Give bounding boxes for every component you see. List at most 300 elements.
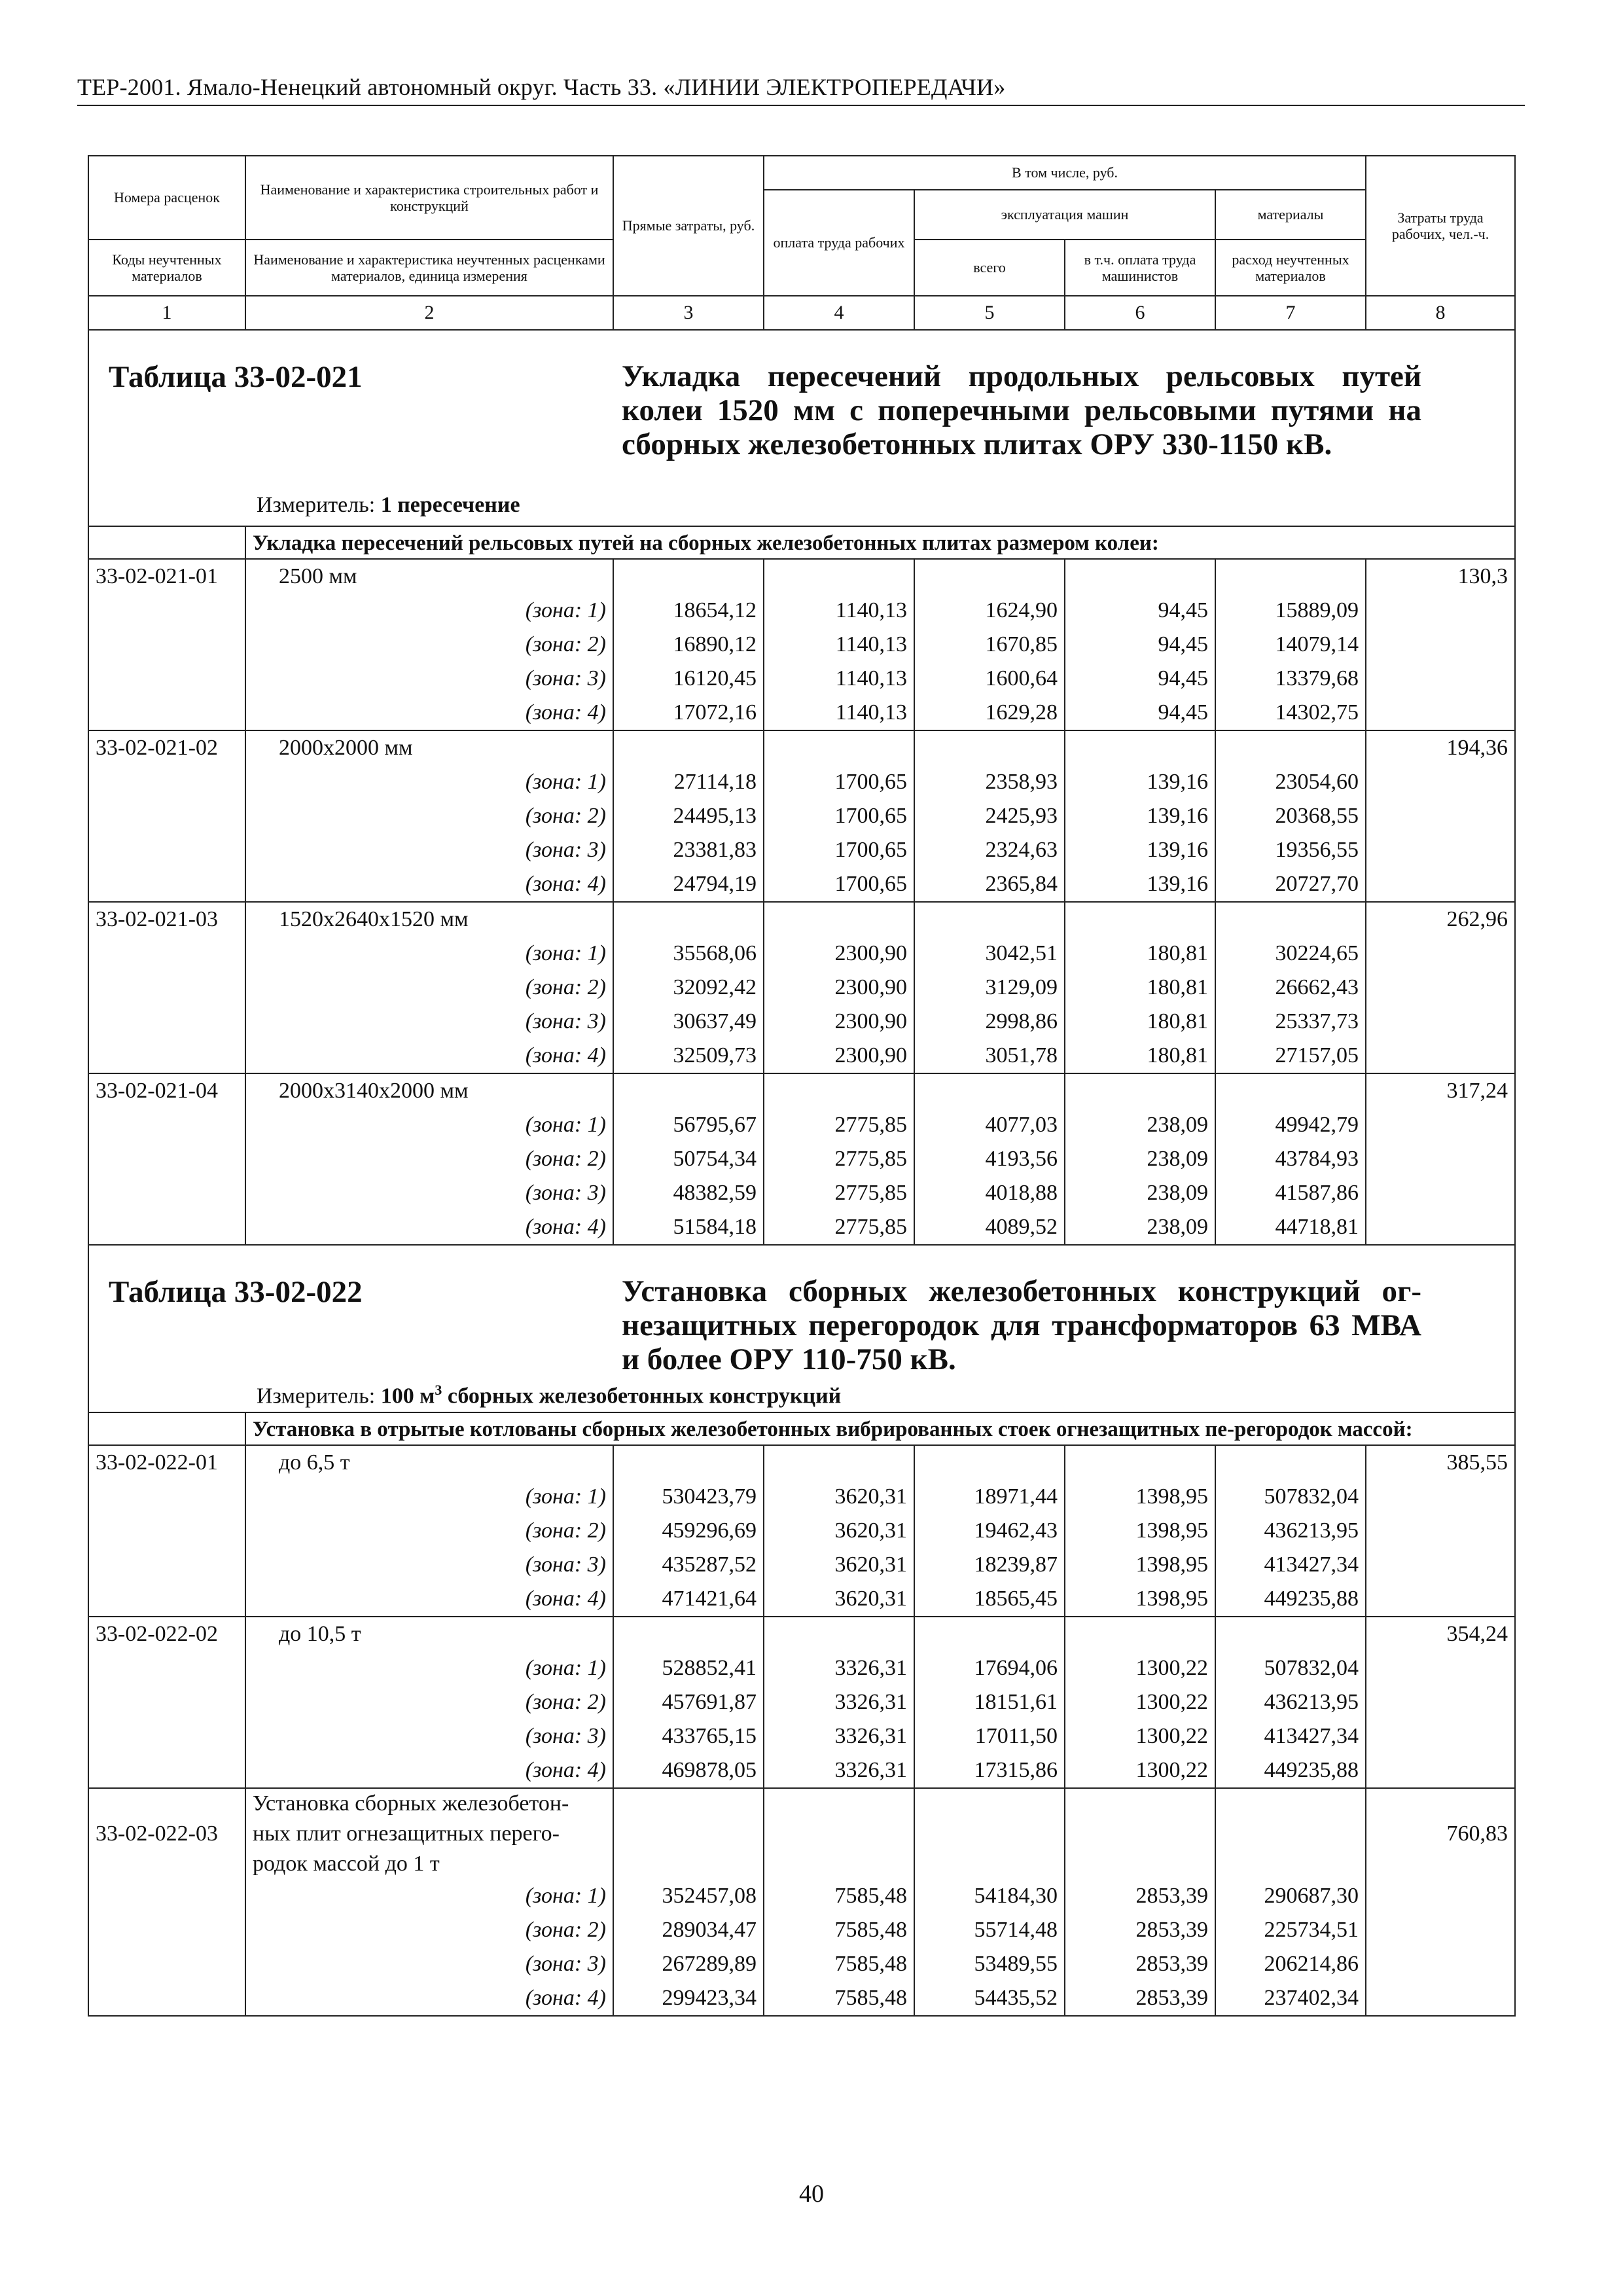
empty-cell (88, 833, 245, 867)
empty-cell (88, 1005, 245, 1039)
empty-cell (88, 594, 245, 628)
empty-cell (613, 1445, 764, 1480)
materials-cost: 507832,04 (1215, 1651, 1366, 1685)
machine-total: 17694,06 (914, 1651, 1065, 1685)
empty-cell (764, 1073, 914, 1108)
empty-cell (88, 1108, 245, 1142)
zone-label: (зона: 4) (245, 696, 613, 730)
empty-cell (88, 1685, 245, 1719)
rate-code: 33-02-021-02 (88, 730, 245, 765)
worker-pay: 1140,13 (764, 662, 914, 696)
direct-cost: 457691,87 (613, 1685, 764, 1719)
materials-cost: 44718,81 (1215, 1210, 1366, 1245)
direct-cost: 24794,19 (613, 867, 764, 902)
materials-cost: 225734,51 (1215, 1913, 1366, 1947)
rate-code: 33-02-021-01 (88, 559, 245, 594)
materials-cost: 507832,04 (1215, 1480, 1366, 1514)
empty-cell (1366, 1582, 1515, 1617)
machine-total: 1670,85 (914, 628, 1065, 662)
worker-pay: 2300,90 (764, 971, 914, 1005)
rate-code: 33-02-021-04 (88, 1073, 245, 1108)
empty-cell (88, 1981, 245, 2016)
table-section (88, 1245, 1515, 1412)
empty-cell (1065, 559, 1215, 594)
materials-cost: 449235,88 (1215, 1753, 1366, 1788)
materials-cost: 30224,65 (1215, 937, 1366, 971)
item-name: 2500 мм (245, 559, 613, 594)
empty-cell (1366, 1514, 1515, 1548)
empty-cell (764, 1617, 914, 1651)
empty-cell (1366, 1719, 1515, 1753)
empty-cell (914, 730, 1065, 765)
materials-cost: 13379,68 (1215, 662, 1366, 696)
worker-pay: 7585,48 (764, 1981, 914, 2016)
empty-cell (88, 1753, 245, 1788)
worker-pay: 2300,90 (764, 937, 914, 971)
empty-cell (1215, 730, 1366, 765)
zone-label: (зона: 1) (245, 1480, 613, 1514)
operator-pay: 139,16 (1065, 799, 1215, 833)
machine-total: 19462,43 (914, 1514, 1065, 1548)
machine-total: 18565,45 (914, 1582, 1065, 1617)
zone-label: (зона: 4) (245, 1039, 613, 1073)
empty-cell (88, 799, 245, 833)
machine-total: 2425,93 (914, 799, 1065, 833)
machine-total: 4193,56 (914, 1142, 1065, 1176)
col-number: 7 (1215, 296, 1366, 330)
worker-pay: 3326,31 (764, 1651, 914, 1685)
zone-label: (зона: 2) (245, 628, 613, 662)
machine-total: 2324,63 (914, 833, 1065, 867)
empty-cell (88, 1210, 245, 1245)
table-subheader: Укладка пересечений рельсовых путей на сборных железобетонных плитах размером колеи: (245, 526, 1515, 559)
empty-cell (914, 559, 1065, 594)
machine-total: 53489,55 (914, 1947, 1065, 1981)
meter-rest: сборных железобетонных конструкций (442, 1384, 842, 1408)
empty-cell (1366, 662, 1515, 696)
table-section (88, 330, 1515, 526)
worker-pay: 1700,65 (764, 799, 914, 833)
operator-pay: 139,16 (1065, 867, 1215, 902)
empty-cell (764, 559, 914, 594)
empty-cell (88, 1651, 245, 1685)
table-title: Укладка пересечений продольных рельсовых путей колеи 1520 мм с поперечными рельсовыми путями на сборных железобетонных плитах ОРУ 330-1150 кВ. (622, 359, 1421, 461)
operator-pay: 1398,95 (1065, 1480, 1215, 1514)
worker-pay: 2775,85 (764, 1176, 914, 1210)
col-material-name: Наименование и характеристика неучтенных расценками материалов, единица измерения (245, 240, 613, 296)
machine-total: 4089,52 (914, 1210, 1065, 1245)
table-number: Таблица 33-02-022 (109, 1275, 363, 1309)
operator-pay: 1300,22 (1065, 1753, 1215, 1788)
meter-superscript: 3 (435, 1382, 442, 1398)
empty-cell (613, 1617, 764, 1651)
col-number: 3 (613, 296, 764, 330)
empty-cell (1215, 559, 1366, 594)
empty-cell (1366, 1176, 1515, 1210)
direct-cost: 435287,52 (613, 1548, 764, 1582)
machine-total: 2358,93 (914, 765, 1065, 799)
zone-label: (зона: 3) (245, 1176, 613, 1210)
zone-label: (зона: 2) (245, 1685, 613, 1719)
direct-cost: 528852,41 (613, 1651, 764, 1685)
worker-pay: 3620,31 (764, 1548, 914, 1582)
col-number: 5 (914, 296, 1065, 330)
header-rule (77, 105, 1525, 106)
zone-label: (зона: 2) (245, 1913, 613, 1947)
empty-cell (1366, 594, 1515, 628)
direct-cost: 23381,83 (613, 833, 764, 867)
direct-cost: 352457,08 (613, 1879, 764, 1913)
empty-cell (88, 1142, 245, 1176)
direct-cost: 56795,67 (613, 1108, 764, 1142)
empty-cell (1065, 1073, 1215, 1108)
worker-pay: 2775,85 (764, 1142, 914, 1176)
labor-value: 130,3 (1366, 559, 1515, 594)
machine-total: 3042,51 (914, 937, 1065, 971)
materials-cost: 25337,73 (1215, 1005, 1366, 1039)
operator-pay: 238,09 (1065, 1176, 1215, 1210)
empty-cell (88, 1480, 245, 1514)
rates-grid (88, 155, 1514, 2043)
zone-label: (зона: 4) (245, 1210, 613, 1245)
empty-cell (914, 1445, 1065, 1480)
direct-cost: 530423,79 (613, 1480, 764, 1514)
rate-code: 33-02-022-01 (88, 1445, 245, 1480)
measurement-unit (257, 1382, 841, 1408)
operator-pay: 1300,22 (1065, 1685, 1215, 1719)
empty-cell (1366, 1108, 1515, 1142)
empty-cell (88, 1039, 245, 1073)
operator-pay: 1398,95 (1065, 1548, 1215, 1582)
labor-value: 385,55 (1366, 1445, 1515, 1480)
zone-label: (зона: 1) (245, 594, 613, 628)
empty-cell (1366, 1879, 1515, 1913)
operator-pay: 94,45 (1065, 696, 1215, 730)
machine-total: 3129,09 (914, 971, 1065, 1005)
table-section-head (89, 331, 1514, 526)
zone-label: (зона: 3) (245, 1548, 613, 1582)
table-section-head (89, 1246, 1514, 1412)
col-worker-pay: оплата труда рабочих (764, 190, 914, 296)
worker-pay: 1700,65 (764, 833, 914, 867)
empty-cell (764, 730, 914, 765)
operator-pay: 238,09 (1065, 1142, 1215, 1176)
direct-cost: 471421,64 (613, 1582, 764, 1617)
materials-cost: 43784,93 (1215, 1142, 1366, 1176)
empty-cell (1366, 628, 1515, 662)
empty-cell (613, 559, 764, 594)
direct-cost: 459296,69 (613, 1514, 764, 1548)
col-material-codes: Коды неучтенных материалов (88, 240, 245, 296)
empty-cell (764, 1788, 914, 1879)
zone-label: (зона: 3) (245, 1719, 613, 1753)
worker-pay: 7585,48 (764, 1913, 914, 1947)
rate-code: 33-02-022-03 (88, 1788, 245, 1879)
empty-cell (88, 1913, 245, 1947)
item-name: 2000х2000 мм (245, 730, 613, 765)
operator-pay: 2853,39 (1065, 1913, 1215, 1947)
empty-cell (88, 662, 245, 696)
meter-label: Измеритель: (257, 1384, 376, 1408)
col-number: 8 (1366, 296, 1515, 330)
subheader-spacer (88, 1412, 245, 1445)
operator-pay: 180,81 (1065, 1005, 1215, 1039)
empty-cell (1366, 1548, 1515, 1582)
empty-cell (1366, 1142, 1515, 1176)
materials-cost: 237402,34 (1215, 1981, 1366, 2016)
empty-cell (1366, 1753, 1515, 1788)
materials-cost: 413427,34 (1215, 1548, 1366, 1582)
direct-cost: 299423,34 (613, 1981, 764, 2016)
worker-pay: 2300,90 (764, 1005, 914, 1039)
zone-label: (зона: 2) (245, 1514, 613, 1548)
item-name: до 6,5 т (245, 1445, 613, 1480)
col-total: всего (914, 240, 1065, 296)
materials-cost: 19356,55 (1215, 833, 1366, 867)
empty-cell (1065, 1617, 1215, 1651)
worker-pay: 3326,31 (764, 1685, 914, 1719)
rate-code: 33-02-022-02 (88, 1617, 245, 1651)
operator-pay: 238,09 (1065, 1210, 1215, 1245)
materials-cost: 206214,86 (1215, 1947, 1366, 1981)
item-name (245, 1788, 613, 1879)
empty-cell (88, 1514, 245, 1548)
table-title: Установка сборных железобетонных конструкций ог-незащитных перегородок для трансформаторов 63 МВА и более ОРУ 110-750 кВ. (622, 1274, 1421, 1376)
empty-cell (1366, 1005, 1515, 1039)
empty-cell (1366, 867, 1515, 902)
table-number: Таблица 33-02-021 (109, 360, 363, 394)
empty-cell (1215, 1073, 1366, 1108)
worker-pay: 3620,31 (764, 1582, 914, 1617)
operator-pay: 1300,22 (1065, 1651, 1215, 1685)
worker-pay: 1140,13 (764, 594, 914, 628)
empty-cell (1215, 1617, 1366, 1651)
worker-pay: 3620,31 (764, 1514, 914, 1548)
machine-total: 17315,86 (914, 1753, 1065, 1788)
operator-pay: 2853,39 (1065, 1879, 1215, 1913)
empty-cell (1366, 1947, 1515, 1981)
operator-pay: 94,45 (1065, 628, 1215, 662)
labor-value: 760,83 (1366, 1788, 1515, 1879)
empty-cell (88, 765, 245, 799)
machine-total: 18239,87 (914, 1548, 1065, 1582)
empty-cell (1366, 971, 1515, 1005)
meter-value: 1 пересечение (380, 493, 520, 517)
col-number: 6 (1065, 296, 1215, 330)
machine-total: 4018,88 (914, 1176, 1065, 1210)
empty-cell (914, 1617, 1065, 1651)
machine-total: 4077,03 (914, 1108, 1065, 1142)
empty-cell (88, 937, 245, 971)
col-materials: материалы (1215, 190, 1366, 240)
operator-pay: 238,09 (1065, 1108, 1215, 1142)
machine-total: 1600,64 (914, 662, 1065, 696)
empty-cell (613, 902, 764, 937)
worker-pay: 2300,90 (764, 1039, 914, 1073)
meter-label: Измеритель: (257, 493, 376, 517)
empty-cell (88, 1719, 245, 1753)
zone-label: (зона: 4) (245, 1582, 613, 1617)
worker-pay: 2775,85 (764, 1108, 914, 1142)
empty-cell (88, 1548, 245, 1582)
direct-cost: 267289,89 (613, 1947, 764, 1981)
measurement-unit (257, 493, 520, 518)
zone-label: (зона: 4) (245, 1753, 613, 1788)
operator-pay: 139,16 (1065, 833, 1215, 867)
item-name: до 10,5 т (245, 1617, 613, 1651)
empty-cell (88, 1947, 245, 1981)
materials-cost: 27157,05 (1215, 1039, 1366, 1073)
direct-cost: 27114,18 (613, 765, 764, 799)
empty-cell (1366, 1651, 1515, 1685)
machine-total: 17011,50 (914, 1719, 1065, 1753)
col-number: 4 (764, 296, 914, 330)
machine-total: 54435,52 (914, 1981, 1065, 2016)
labor-value: 354,24 (1366, 1617, 1515, 1651)
empty-cell (1065, 730, 1215, 765)
direct-cost: 16890,12 (613, 628, 764, 662)
empty-cell (914, 1788, 1065, 1879)
col-in-total: В том числе, руб. (764, 156, 1366, 190)
worker-pay: 7585,48 (764, 1947, 914, 1981)
empty-cell (1065, 1445, 1215, 1480)
direct-cost: 48382,59 (613, 1176, 764, 1210)
materials-cost: 41587,86 (1215, 1176, 1366, 1210)
subheader-spacer (88, 526, 245, 559)
empty-cell (1366, 833, 1515, 867)
worker-pay: 2775,85 (764, 1210, 914, 1245)
operator-pay: 1300,22 (1065, 1719, 1215, 1753)
machine-total: 2365,84 (914, 867, 1065, 902)
machine-total: 54184,30 (914, 1879, 1065, 1913)
zone-label: (зона: 2) (245, 971, 613, 1005)
zone-label: (зона: 2) (245, 799, 613, 833)
machine-total: 18971,44 (914, 1480, 1065, 1514)
materials-cost: 20368,55 (1215, 799, 1366, 833)
machine-total: 18151,61 (914, 1685, 1065, 1719)
empty-cell (1065, 902, 1215, 937)
operator-pay: 1398,95 (1065, 1582, 1215, 1617)
direct-cost: 289034,47 (613, 1913, 764, 1947)
materials-cost: 14079,14 (1215, 628, 1366, 662)
empty-cell (1366, 1210, 1515, 1245)
materials-cost: 49942,79 (1215, 1108, 1366, 1142)
direct-cost: 16120,45 (613, 662, 764, 696)
operator-pay: 2853,39 (1065, 1981, 1215, 2016)
materials-cost: 436213,95 (1215, 1685, 1366, 1719)
empty-cell (613, 1788, 764, 1879)
empty-cell (88, 696, 245, 730)
zone-label: (зона: 3) (245, 1947, 613, 1981)
empty-cell (613, 1073, 764, 1108)
page-number: 40 (799, 2180, 824, 2208)
empty-cell (88, 867, 245, 902)
materials-cost: 14302,75 (1215, 696, 1366, 730)
zone-label: (зона: 3) (245, 833, 613, 867)
col-number: 2 (245, 296, 613, 330)
empty-cell (1366, 1480, 1515, 1514)
table-subheader: Установка в отрытые котлованы сборных железобетонных вибрированных стоек огнезащитных пе-регородок массой: (245, 1412, 1515, 1445)
empty-cell (1366, 1913, 1515, 1947)
empty-cell (1366, 799, 1515, 833)
col-operator-pay: в т.ч. оплата труда машинистов (1065, 240, 1215, 296)
machine-total: 1629,28 (914, 696, 1065, 730)
operator-pay: 94,45 (1065, 662, 1215, 696)
labor-value: 317,24 (1366, 1073, 1515, 1108)
empty-cell (1215, 902, 1366, 937)
worker-pay: 3326,31 (764, 1753, 914, 1788)
rate-code: 33-02-021-03 (88, 902, 245, 937)
empty-cell (88, 1176, 245, 1210)
direct-cost: 50754,34 (613, 1142, 764, 1176)
worker-pay: 1700,65 (764, 765, 914, 799)
empty-cell (764, 902, 914, 937)
operator-pay: 180,81 (1065, 937, 1215, 971)
worker-pay: 7585,48 (764, 1879, 914, 1913)
empty-cell (914, 1073, 1065, 1108)
zone-label: (зона: 1) (245, 1879, 613, 1913)
operator-pay: 2853,39 (1065, 1947, 1215, 1981)
item-name: 2000х3140х2000 мм (245, 1073, 613, 1108)
worker-pay: 3326,31 (764, 1719, 914, 1753)
empty-cell (1366, 1981, 1515, 2016)
materials-cost: 15889,09 (1215, 594, 1366, 628)
col-machine-ops: эксплуатация машин (914, 190, 1215, 240)
labor-value: 194,36 (1366, 730, 1515, 765)
empty-cell (1366, 1685, 1515, 1719)
empty-cell (764, 1445, 914, 1480)
operator-pay: 180,81 (1065, 971, 1215, 1005)
empty-cell (88, 628, 245, 662)
direct-cost: 469878,05 (613, 1753, 764, 1788)
item-name: 1520х2640х1520 мм (245, 902, 613, 937)
empty-cell (88, 1582, 245, 1617)
direct-cost: 30637,49 (613, 1005, 764, 1039)
zone-label: (зона: 1) (245, 1108, 613, 1142)
col-work-name: Наименование и характеристика строительных работ и конструкций (245, 156, 613, 240)
item-name-line: ных плит огнезащитных перего- (253, 1821, 560, 1846)
col-direct-costs: Прямые затраты, руб. (613, 156, 764, 296)
direct-cost: 24495,13 (613, 799, 764, 833)
empty-cell (1366, 1039, 1515, 1073)
zone-label: (зона: 1) (245, 937, 613, 971)
materials-cost: 26662,43 (1215, 971, 1366, 1005)
col-number: 1 (88, 296, 245, 330)
zone-label: (зона: 4) (245, 1981, 613, 2016)
direct-cost: 17072,16 (613, 696, 764, 730)
materials-cost: 436213,95 (1215, 1514, 1366, 1548)
item-name-line: Установка сборных железобетон- (253, 1791, 569, 1816)
direct-cost: 51584,18 (613, 1210, 764, 1245)
machine-total: 1624,90 (914, 594, 1065, 628)
zone-label: (зона: 3) (245, 1005, 613, 1039)
materials-cost: 23054,60 (1215, 765, 1366, 799)
direct-cost: 35568,06 (613, 937, 764, 971)
worker-pay: 1140,13 (764, 696, 914, 730)
machine-total: 2998,86 (914, 1005, 1065, 1039)
materials-cost: 290687,30 (1215, 1879, 1366, 1913)
meter-value: 100 м (380, 1384, 435, 1408)
empty-cell (1215, 1788, 1366, 1879)
zone-label: (зона: 3) (245, 662, 613, 696)
empty-cell (88, 1879, 245, 1913)
empty-cell (1366, 765, 1515, 799)
materials-cost: 449235,88 (1215, 1582, 1366, 1617)
zone-label: (зона: 2) (245, 1142, 613, 1176)
direct-cost: 433765,15 (613, 1719, 764, 1753)
zone-label: (зона: 1) (245, 765, 613, 799)
empty-cell (1366, 696, 1515, 730)
